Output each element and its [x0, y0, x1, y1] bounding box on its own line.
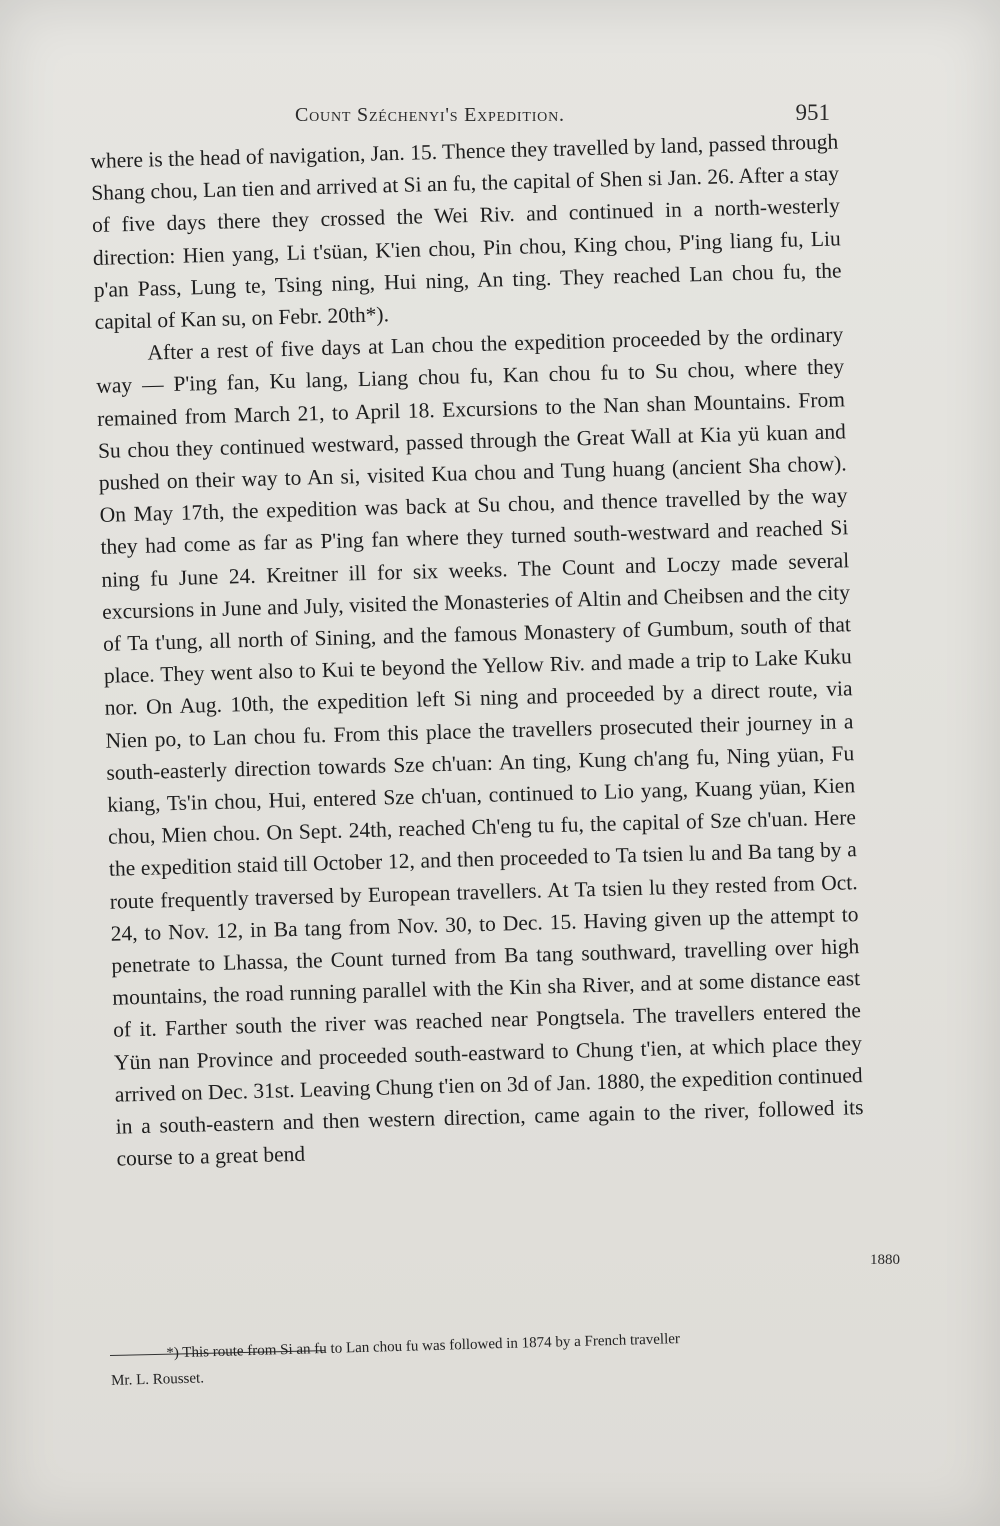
- margin-note-year: 1880: [870, 1252, 900, 1268]
- paragraph-1: where is the head of navigation, Jan. 15. Thence they travelled by land, passed through Shang chou, Lan tien and arrived at Si an fu, the capital of Shen si Jan. 26. After a stay of five days there they crossed the Wei Riv. and continued in a north-westerly direction: Hien yang, Li t'süan, K'ien chou, Pin chou, King chou, P'ing liang fu, Liu p'an Pass, Lung te, Tsing ning, Hui ning, An ting. They reached Lan chou fu, the capital of Kan su, on Febr. 20th*).: [90, 129, 842, 334]
- footnote-line-2: Mr. L. Rousset.: [110, 1370, 205, 1389]
- page-number: 951: [795, 100, 830, 125]
- footnote: [110, 1321, 871, 1394]
- body-text: [90, 125, 865, 1175]
- paragraph-2: After a rest of five days at Lan chou the expedition proceeded by the ordinary way — P'ing fan, Ku lang, Liang chou fu, Kan chou fu to Su chou, where they remained from March 21, to April 18. Excursions to the Nan shan Mountains. From Su chou they continued westward, passed through the Great Wall at Kia yü kuan and pushed on their way to An si, visited Kua chou and Tung huang (ancient Sha chow). On May 17th, the expedition was back at Su chou, and thence travelled by the way they had come as far as P'ing fan where they turned south-westward and reached Si ning fu June 24. Kreitner ill for six weeks. The Count and Loczy made several excursions in June and July, visited the Monasteries of Altin and Cheibsen and the city of Ta t'ung, all north of Sining, and the famous Monastery of Gumbum, south of that place. They went also to Kui te beyond the Yellow Riv. and made a trip to Lake Kuku nor. On Aug. 10th, the expedition left Si ning and proceeded by a direct route, via Nien po, to Lan chou fu. From this place the travellers prosecuted their journey in a south-easterly direction towards Sze ch'uan: An ting, Kung ch'ang fu, Ning yüan, Fu kiang, Ts'in chou, Hui, entered Sze ch'uan, continued to Lio yang, Kuang yüan, Kien chou, Mien chou. On Sept. 24th, reached Ch'eng tu fu, the capital of Sze ch'uan. Here the expedition staid till October 12, and then proceeded to Ta tsien lu and Ba tang by a route frequently traversed by European travellers. At Ta tsien lu they rested from Oct. 24, to Nov. 12, in Ba tang from Nov. 30, to Dec. 15. Having given up the attempt to penetrate to Lhassa, the Count turned from Ba tang southward, travelling over high mountains, the road running parallel with the Kin sha River, and at some distance east of it. Farther south the river was reached near Pongtsela. The travellers entered the Yün nan Province and proceeded south-eastward to Chung t'ien, at which place they arrived on Dec. 31st. Leaving Chung t'ien on 3d of Jan. 1880, the expedition continued in a south-eastern and then western direction, came again to the river, followed its course to a great bend: [96, 322, 864, 1171]
- running-head-title: Count Széchenyi's Expedition.: [295, 104, 565, 126]
- footnote-line-1: *) This route from Si an fu to Lan chou fu was followed in 1874 by a French traveller: [166, 1331, 681, 1362]
